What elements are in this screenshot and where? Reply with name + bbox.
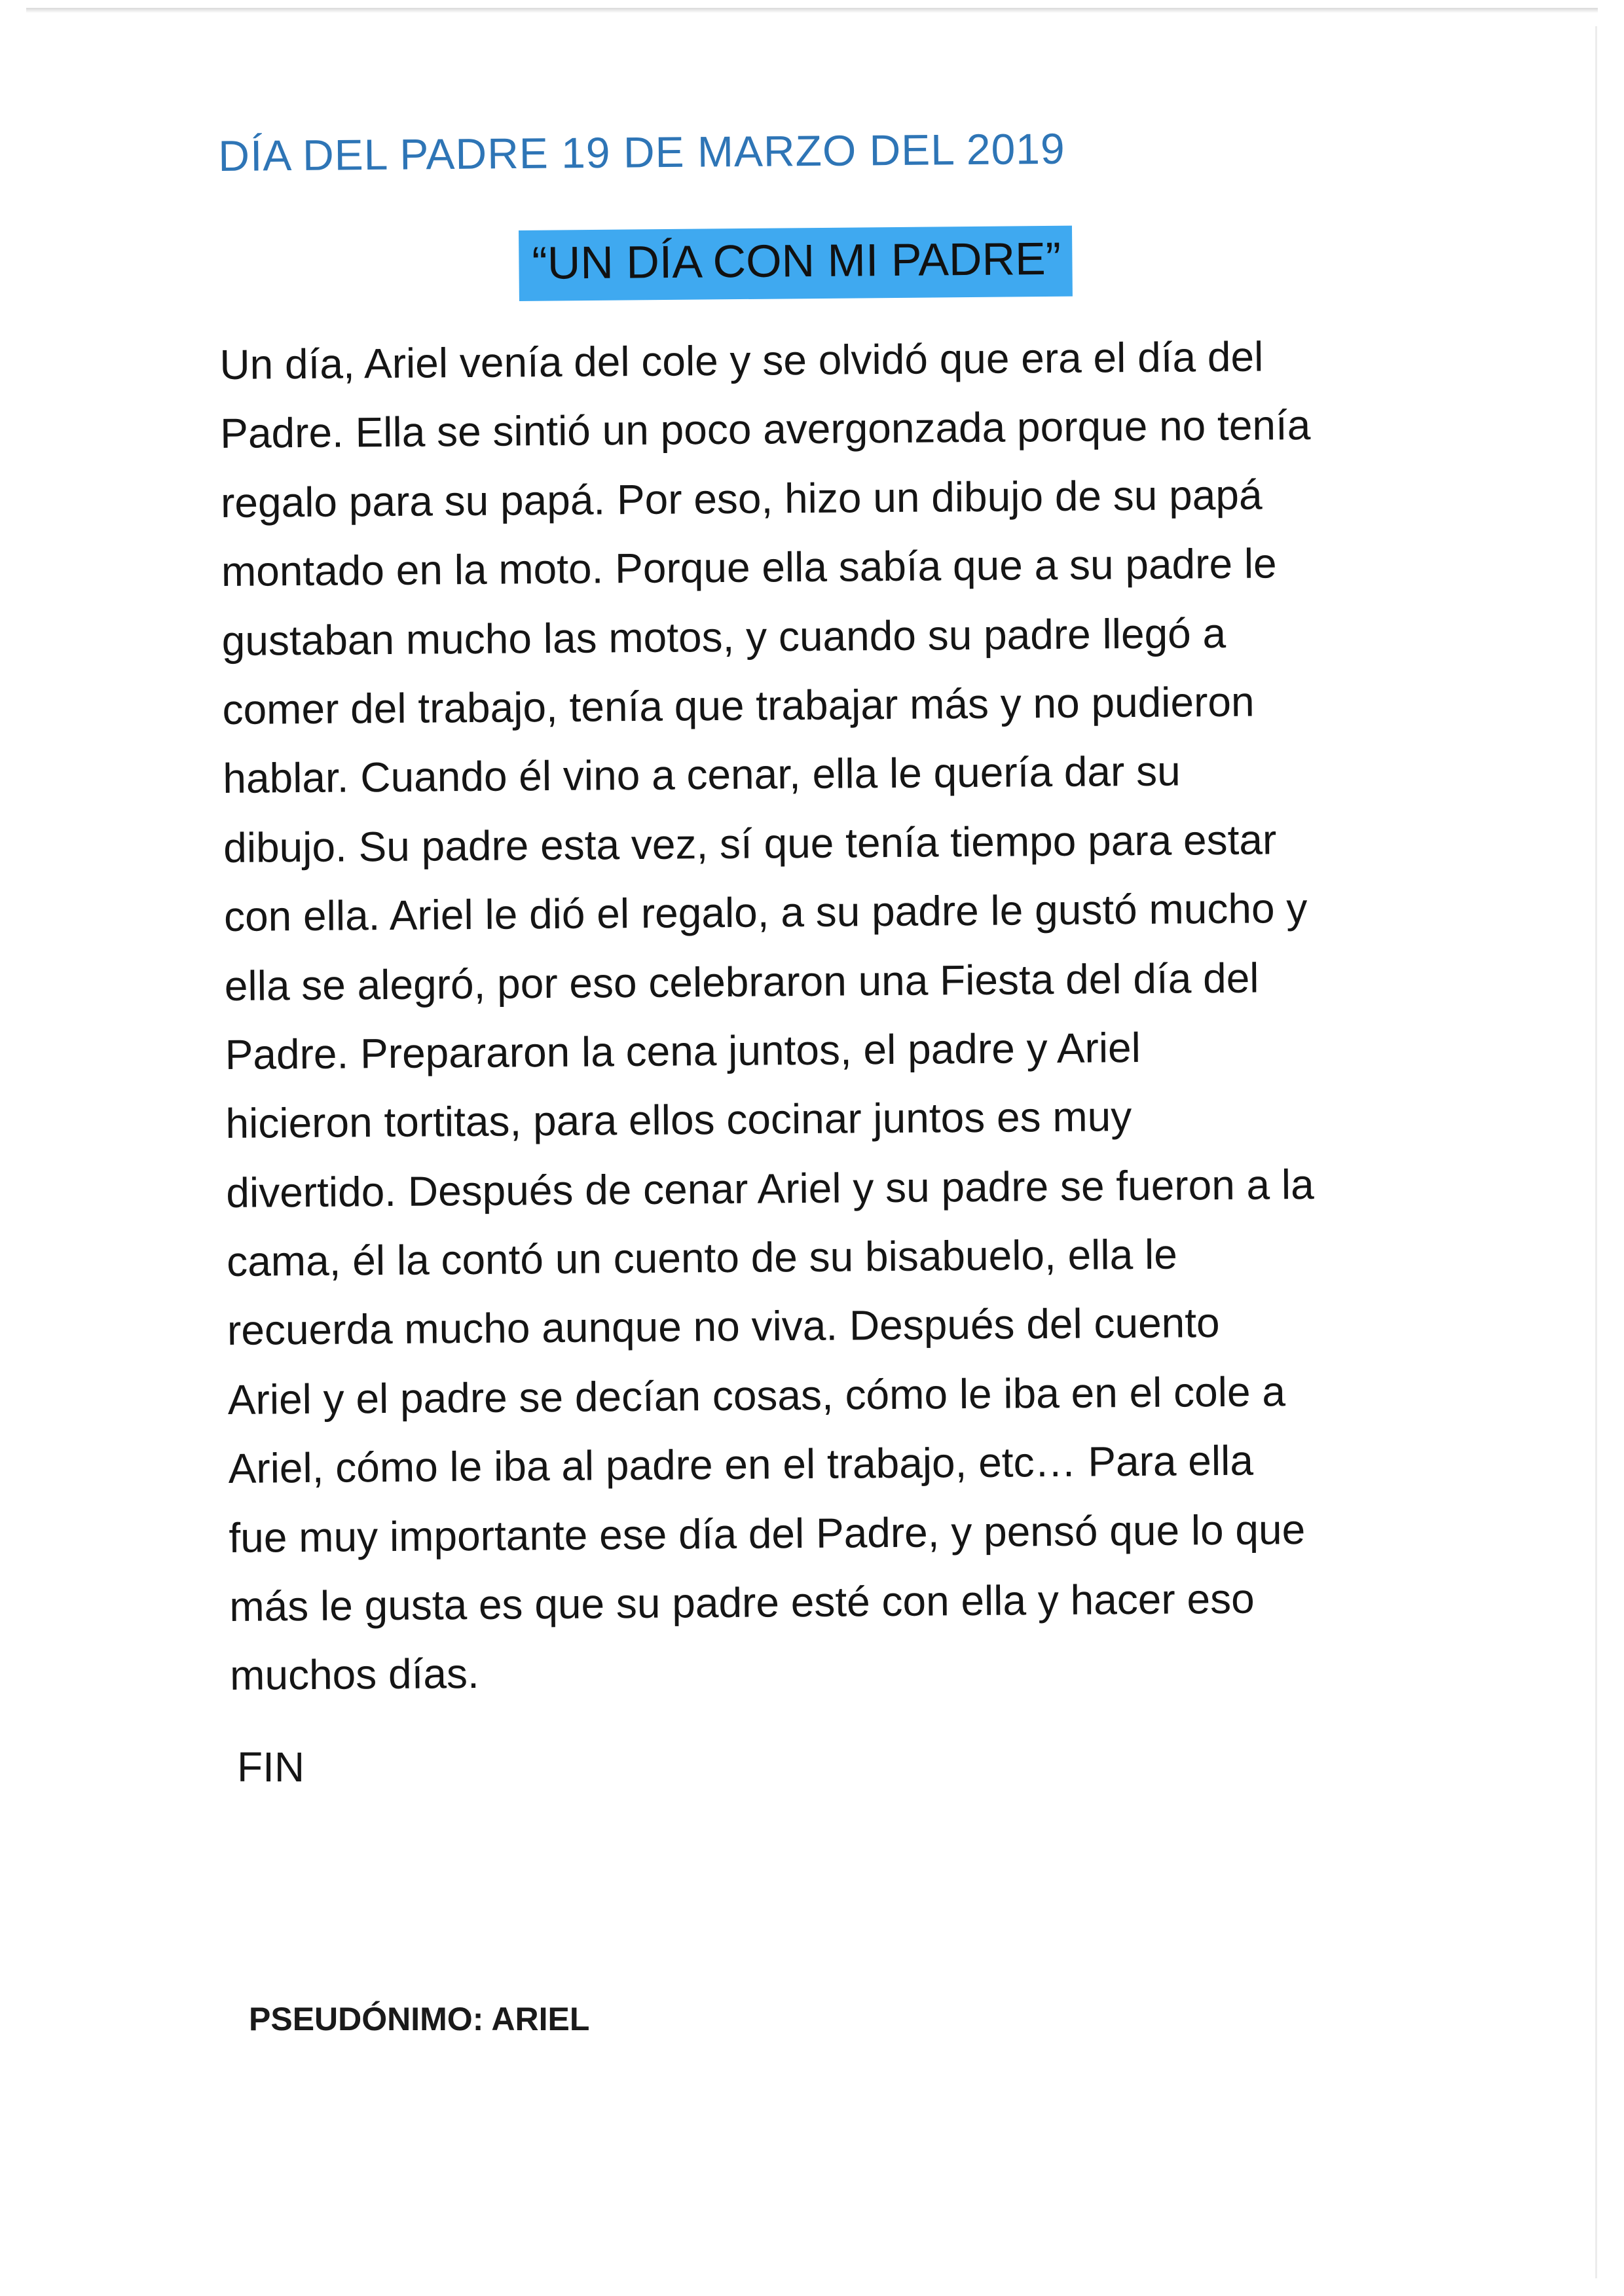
author-pseudonym: PSEUDÓNIMO: ARIEL <box>249 2001 590 2037</box>
story-title: “UN DÍA CON MI PADRE” <box>532 232 1061 289</box>
story-line: más le gusta es que su padre esté con ella y hacer eso <box>229 1575 1255 1630</box>
scan-right-edge <box>1595 26 1597 2278</box>
story-line: Un día, Ariel venía del cole y se olvidó que era el día del <box>219 333 1264 388</box>
story-line: fue muy importante ese día del Padre, y pensó que lo que <box>229 1505 1306 1561</box>
story-line: Padre. Prepararon la cena juntos, el padre y Ariel <box>225 1023 1141 1078</box>
story-line: muchos días. <box>229 1650 480 1700</box>
story-line: gustaban mucho las motos, y cuando su padre llegó a <box>221 609 1227 665</box>
story-line: dibujo. Su padre esta vez, sí que tenía tiempo para estar <box>223 816 1277 871</box>
scan-top-edge <box>26 8 1598 13</box>
story-body <box>219 321 1474 1711</box>
story-line: ella se alegró, por eso celebraron una Fiesta del día del <box>224 954 1259 1010</box>
story-line: hicieron tortitas, para ellos cocinar juntos es muy <box>225 1093 1132 1148</box>
story-line: montado en la moto. Porque ella sabía que a su padre le <box>221 539 1277 596</box>
story-line: Ariel y el padre se decían cosas, cómo le iba en el cole a <box>227 1368 1286 1423</box>
story-line: con ella. Ariel le dió el regalo, a su padre le gustó mucho y <box>223 884 1308 941</box>
document-title: DÍA DEL PADRE 19 DE MARZO DEL 2019 <box>218 124 1065 180</box>
story-line: divertido. Después de cenar Ariel y su padre se fueron a la <box>226 1160 1314 1216</box>
story-line: Padre. Ella se sintió un poco avergonzada porque no tenía <box>219 401 1311 458</box>
story-line: cama, él la contó un cuento de su bisabuelo, ella le <box>226 1230 1178 1286</box>
story-line: Ariel, cómo le iba al padre en el trabajo, etc… Para ella <box>228 1436 1254 1493</box>
story-line: comer del trabajo, tenía que trabajar más y no pudieron <box>222 678 1255 733</box>
story-line: regalo para su papá. Por eso, hizo un dibujo de su papá <box>220 471 1263 526</box>
end-mark: FIN <box>237 1743 305 1791</box>
story-title-block <box>519 226 1073 301</box>
story-line: recuerda mucho aunque no viva. Después del cuento <box>227 1299 1220 1355</box>
story-line: hablar. Cuando él vino a cenar, ella le quería dar su <box>223 747 1181 803</box>
